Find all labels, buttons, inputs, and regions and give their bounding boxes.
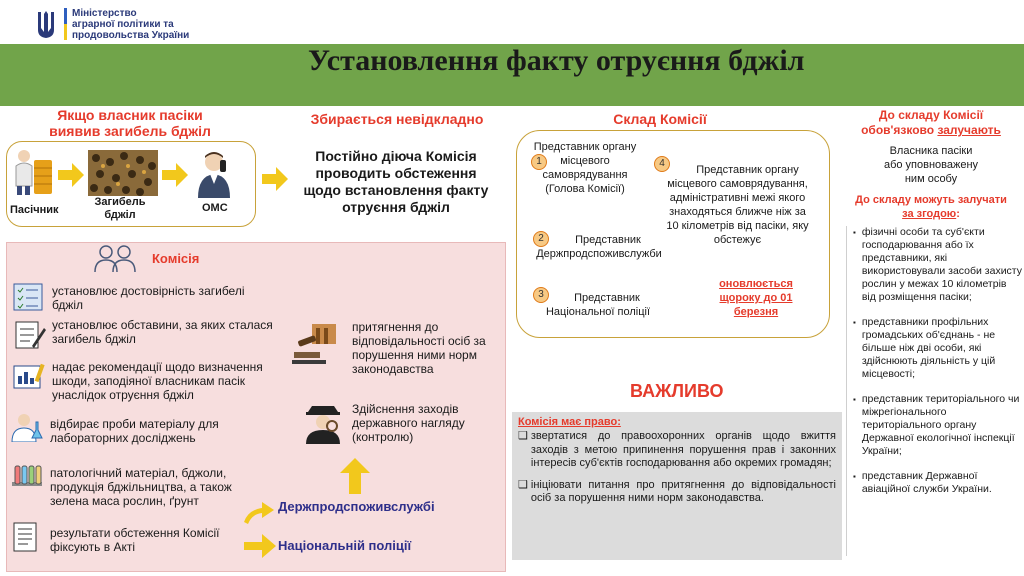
commission-purpose: Постійно діюча Комісія проводить обстеження щодо встановлення факту отруєння бджіл	[303, 148, 489, 215]
beekeeper-icon	[12, 146, 56, 196]
commission-item-6: результати обстеження Комісії фіксують в Акті	[50, 526, 220, 554]
report-icon	[12, 362, 46, 392]
target-police: Національній поліції	[278, 538, 412, 553]
arrow-right-icon	[244, 534, 276, 558]
arrow-up-icon	[340, 458, 370, 494]
member-1-number: 1	[531, 154, 547, 170]
list-item: ❑ ініціювати питання про притягнення до відповідальності осіб за порушення ними норм законодавства.	[518, 478, 836, 504]
logo-divider	[64, 8, 67, 40]
renewal-note: оновлюється щороку до 01 березня	[719, 278, 793, 318]
rights-panel	[512, 412, 842, 560]
oms-label: ОМС	[202, 202, 228, 214]
beekeeper-label: Пасічник	[10, 204, 59, 216]
col2-heading: Збирається невідкладно	[310, 111, 484, 127]
list-item: ▪ представник територіального чи міжрегіонального територіального органу Державної екологічної інспекції України;	[853, 393, 1020, 457]
consent-heading: До складу можуть залучати за згодою:	[855, 194, 1007, 220]
commission-title: Комісія	[152, 251, 200, 266]
rights-subtitle: Комісія має право:	[518, 416, 621, 428]
page-title: Установлення факту отруєння бджіл	[308, 44, 805, 77]
commission-item-3: надає рекомендації щодо визначення шкоди, заподіяної власникам пасік унаслідок отруєння бджіл	[52, 360, 263, 402]
people-icon	[92, 244, 138, 272]
list-item: ▪ фізичні особи та суб'єкти господарювання або їх представники, які використовували засоби захисту рослин у межах 10 кілометрів від розміщення пасіки;	[853, 226, 1022, 303]
trident-emblem-icon	[36, 10, 56, 40]
arrow-right-icon	[58, 162, 84, 188]
member-3-text: Представник Національної поліції	[545, 292, 651, 318]
member-3-number: 3	[533, 287, 549, 303]
col3-heading: Склад Комісії	[613, 111, 707, 127]
member-2-number: 2	[533, 231, 549, 247]
arrow-right-icon	[162, 162, 188, 188]
inspector-icon	[302, 402, 344, 444]
checklist-icon	[12, 282, 46, 312]
list-item: ▪ представники профільних громадських об'єднань - не більше ніж дві особи, які здійснюють діяльність у цій місцевості;	[853, 316, 996, 380]
arrow-curved-icon	[244, 500, 274, 526]
test-tubes-icon	[10, 462, 44, 492]
gavel-icon	[292, 322, 342, 366]
ministry-name: Міністерство аграрної політики та продовольства України	[72, 8, 190, 41]
consent-list	[846, 226, 1022, 556]
bee-death-label: Загибель бджіл	[94, 196, 146, 221]
important-title: ВАЖЛИВО	[630, 381, 724, 401]
target-dpss: Держпродспоживслужбі	[278, 499, 435, 514]
lab-scientist-icon	[10, 412, 44, 442]
member-2-text: Представник Держпродспоживслужби	[536, 234, 662, 260]
col1-heading: Якщо власник пасіки виявив загибель бджіл	[49, 107, 211, 139]
supervision-text: Здійснення заходів державного нагляду (контролю)	[352, 402, 465, 444]
list-item: ❑ звертатися до правоохоронних органів щодо вжиття заходів з метою припинення порушення прав і законних інтересів суб'єктів господарювання або окремих громадян;	[518, 430, 836, 469]
commission-item-5: патологічний матеріал, бджоли, продукція бджільництва, а також зелена маса рослин, ґрунт	[50, 466, 232, 508]
commission-item-1: установлює достовірність загибелі бджіл	[52, 284, 245, 312]
arrow-right-icon	[262, 166, 288, 192]
member-4-number: 4	[654, 156, 670, 172]
dead-bees-image	[88, 150, 158, 196]
document-edit-icon	[12, 320, 46, 350]
commission-item-2: установлює обставини, за яких сталася загибель бджіл	[52, 318, 273, 346]
commission-item-4: відбирає проби матеріалу для лабораторних досліджень	[50, 417, 219, 445]
member-4-text: Представник органу місцевого самоврядування, адміністративні межі якого знаходяться ближче ніж за 10 кілометрів від пасіки, яку обстежує	[666, 164, 809, 246]
liability-text: притягнення до відповідальності осіб за порушення ними норм законодавства	[352, 320, 486, 376]
list-item: ▪ представник Державної авіаційної служби України.	[853, 470, 992, 495]
official-phone-icon	[194, 150, 234, 198]
owner-text: Власника пасіки або уповноважену ним особу	[883, 145, 979, 185]
act-document-icon	[10, 522, 44, 552]
member-1-text: Представник органу місцевого самоврядування (Голова Комісії)	[533, 141, 637, 195]
col4-heading: До складу Комісії обов'язково залучають	[861, 108, 1001, 137]
